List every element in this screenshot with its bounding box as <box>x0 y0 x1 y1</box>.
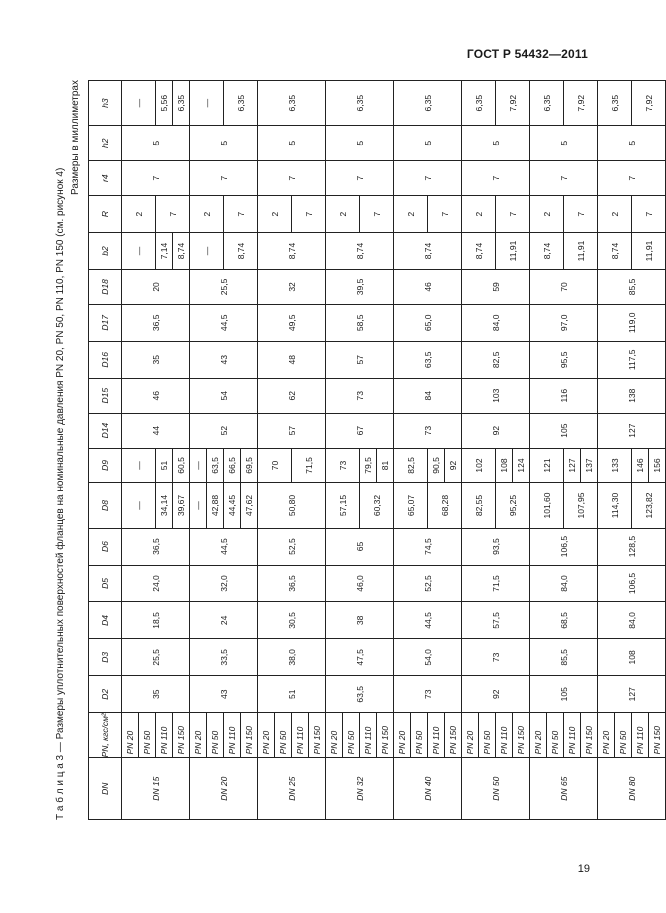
cell-r4: 7 <box>462 161 530 196</box>
cell-dn: DN 65 <box>530 758 598 820</box>
cell-d5: 52,5 <box>394 565 462 602</box>
cell-d9: 127 <box>564 448 581 483</box>
cell-h2: 5 <box>394 126 462 161</box>
cell-r4: 7 <box>530 161 598 196</box>
cell-d8: 50,80 <box>258 483 326 528</box>
cell-d18: 39,5 <box>326 269 394 304</box>
cell-r: 2 <box>326 196 360 233</box>
cell-d3: 47,5 <box>326 639 394 676</box>
cell-h2: 5 <box>598 126 666 161</box>
cell-h3: 6,35 <box>598 81 632 126</box>
cell-d6: 128,5 <box>598 528 666 565</box>
cell-r: 7 <box>428 196 462 233</box>
cell-r: 7 <box>156 196 190 233</box>
cell-r: 2 <box>462 196 496 233</box>
cell-d15: 84 <box>394 378 462 413</box>
cell-d8: 65,07 <box>394 483 428 528</box>
table-row <box>258 81 275 820</box>
cell-r4: 7 <box>122 161 190 196</box>
cell-h3: 7,92 <box>632 81 666 126</box>
cell-d14: 57 <box>258 413 326 448</box>
cell-d16: 117,5 <box>598 341 666 378</box>
column-header: D17 <box>89 304 122 341</box>
cell-d16: 82,5 <box>462 341 530 378</box>
cell-d9: 156 <box>649 448 666 483</box>
cell-d15: 73 <box>326 378 394 413</box>
cell-pn: PN 150 <box>241 713 258 758</box>
cell-d5: 24,0 <box>122 565 190 602</box>
cell-b2: 11,91 <box>632 233 666 270</box>
cell-r: 7 <box>360 196 394 233</box>
cell-h3: — <box>190 81 224 126</box>
cell-d9: 133 <box>598 448 632 483</box>
cell-pn: PN 50 <box>615 713 632 758</box>
cell-h2: 5 <box>190 126 258 161</box>
cell-d15: 62 <box>258 378 326 413</box>
cell-dn: DN 20 <box>190 758 258 820</box>
cell-d3: 33,5 <box>190 639 258 676</box>
column-header: R <box>89 196 122 233</box>
cell-d9: 66,5 <box>224 448 241 483</box>
cell-pn: PN 110 <box>360 713 377 758</box>
table-row <box>462 81 479 820</box>
cell-d3: 54,0 <box>394 639 462 676</box>
column-header: D5 <box>89 565 122 602</box>
column-header: D9 <box>89 448 122 483</box>
cell-pn: PN 150 <box>377 713 394 758</box>
cell-d17: 65,0 <box>394 304 462 341</box>
cell-pn: PN 50 <box>139 713 156 758</box>
flange-dimensions-table <box>88 80 666 820</box>
cell-d8: 34,14 <box>156 483 173 528</box>
cell-r: 7 <box>496 196 530 233</box>
cell-pn: PN 150 <box>173 713 190 758</box>
cell-h2: 5 <box>530 126 598 161</box>
cell-b2: 8,74 <box>224 233 258 270</box>
cell-pn: PN 150 <box>649 713 666 758</box>
cell-d18: 59 <box>462 269 530 304</box>
cell-d6: 52,5 <box>258 528 326 565</box>
cell-d2: 43 <box>190 676 258 713</box>
cell-h3: 6,35 <box>394 81 462 126</box>
page-number: 19 <box>577 863 590 875</box>
cell-d2: 127 <box>598 676 666 713</box>
cell-d5: 71,5 <box>462 565 530 602</box>
cell-pn: PN 110 <box>632 713 649 758</box>
table-body <box>122 81 666 820</box>
cell-d6: 106,5 <box>530 528 598 565</box>
cell-r: 7 <box>224 196 258 233</box>
column-header: D14 <box>89 413 122 448</box>
cell-d15: 138 <box>598 378 666 413</box>
cell-pn: PN 110 <box>156 713 173 758</box>
cell-h3: 6,35 <box>173 81 190 126</box>
cell-h3: 6,35 <box>224 81 258 126</box>
cell-d14: 73 <box>394 413 462 448</box>
cell-pn: PN 150 <box>309 713 326 758</box>
cell-r: 2 <box>258 196 292 233</box>
cell-r: 7 <box>564 196 598 233</box>
cell-b2: 7,14 <box>156 233 173 270</box>
cell-d17: 97,0 <box>530 304 598 341</box>
cell-h2: 5 <box>462 126 530 161</box>
cell-h3: 7,92 <box>496 81 530 126</box>
cell-d4: 84,0 <box>598 602 666 639</box>
cell-d8: — <box>122 483 156 528</box>
cell-d8: 57,15 <box>326 483 360 528</box>
column-header: D2 <box>89 676 122 713</box>
cell-d14: 52 <box>190 413 258 448</box>
cell-d16: 57 <box>326 341 394 378</box>
cell-d9: 146 <box>632 448 649 483</box>
cell-h3: 7,92 <box>564 81 598 126</box>
cell-pn: PN 150 <box>445 713 462 758</box>
cell-r4: 7 <box>258 161 326 196</box>
units-note: Размеры в миллиметрах <box>70 80 81 195</box>
cell-d9: 71,5 <box>292 448 326 483</box>
cell-pn: PN 20 <box>258 713 275 758</box>
cell-d5: 36,5 <box>258 565 326 602</box>
cell-d3: 73 <box>462 639 530 676</box>
cell-pn: PN 50 <box>343 713 360 758</box>
cell-d18: 46 <box>394 269 462 304</box>
cell-r4: 7 <box>326 161 394 196</box>
column-header: D6 <box>89 528 122 565</box>
cell-d9: 69,5 <box>241 448 258 483</box>
cell-d9: 79,5 <box>360 448 377 483</box>
cell-d18: 25,5 <box>190 269 258 304</box>
cell-d17: 44,5 <box>190 304 258 341</box>
cell-d3: 108 <box>598 639 666 676</box>
column-header: b2 <box>89 233 122 270</box>
column-header: D4 <box>89 602 122 639</box>
cell-dn: DN 50 <box>462 758 530 820</box>
cell-h3: 5,56 <box>156 81 173 126</box>
cell-d5: 106,5 <box>598 565 666 602</box>
cell-d9: — <box>122 448 156 483</box>
cell-pn: PN 50 <box>207 713 224 758</box>
cell-d14: 92 <box>462 413 530 448</box>
cell-d6: 44,5 <box>190 528 258 565</box>
cell-d5: 84,0 <box>530 565 598 602</box>
cell-d4: 44,5 <box>394 602 462 639</box>
cell-d8: — <box>190 483 207 528</box>
cell-d9: 63,5 <box>207 448 224 483</box>
document-header: ГОСТ Р 54432—2011 <box>466 47 588 61</box>
cell-b2: 11,91 <box>496 233 530 270</box>
cell-d8: 68,28 <box>428 483 462 528</box>
cell-r4: 7 <box>394 161 462 196</box>
cell-pn: PN 150 <box>513 713 530 758</box>
cell-pn: PN 20 <box>598 713 615 758</box>
cell-b2: 8,74 <box>598 233 632 270</box>
cell-d8: 47,62 <box>241 483 258 528</box>
column-header: D16 <box>89 341 122 378</box>
cell-d17: 119,0 <box>598 304 666 341</box>
cell-d16: 95,5 <box>530 341 598 378</box>
cell-pn: PN 50 <box>479 713 496 758</box>
cell-d4: 30,5 <box>258 602 326 639</box>
cell-pn: PN 50 <box>275 713 292 758</box>
cell-pn: PN 50 <box>411 713 428 758</box>
cell-d2: 73 <box>394 676 462 713</box>
table-header <box>89 81 122 820</box>
column-header: D15 <box>89 378 122 413</box>
column-header: h3 <box>89 81 122 126</box>
cell-r: 2 <box>122 196 156 233</box>
cell-r: 2 <box>530 196 564 233</box>
cell-d18: 32 <box>258 269 326 304</box>
cell-d9: 90,5 <box>428 448 445 483</box>
cell-d2: 92 <box>462 676 530 713</box>
cell-h2: 5 <box>258 126 326 161</box>
cell-pn: PN 110 <box>292 713 309 758</box>
table-caption: Т а б л и ц а 3 — Размеры уплотнительных поверхностей фланцев на номинальные давления PN 20, PN 50, PN 110, PN 150 (см. рисунок 4) <box>55 167 66 820</box>
cell-pn: PN 20 <box>530 713 547 758</box>
cell-d17: 84,0 <box>462 304 530 341</box>
cell-h3: 6,35 <box>326 81 394 126</box>
cell-d8: 107,95 <box>564 483 598 528</box>
cell-r: 7 <box>632 196 666 233</box>
cell-d9: 70 <box>258 448 292 483</box>
cell-pn: PN 110 <box>224 713 241 758</box>
cell-d2: 105 <box>530 676 598 713</box>
cell-d16: 63,5 <box>394 341 462 378</box>
cell-r: 2 <box>190 196 224 233</box>
cell-dn: DN 15 <box>122 758 190 820</box>
cell-pn: PN 20 <box>190 713 207 758</box>
cell-d16: 43 <box>190 341 258 378</box>
cell-d15: 46 <box>122 378 190 413</box>
cell-b2: 8,74 <box>462 233 496 270</box>
cell-d4: 18,5 <box>122 602 190 639</box>
cell-d18: 70 <box>530 269 598 304</box>
cell-d8: 39,67 <box>173 483 190 528</box>
cell-d14: 127 <box>598 413 666 448</box>
cell-pn: PN 20 <box>122 713 139 758</box>
column-header: h2 <box>89 126 122 161</box>
table-row <box>122 81 139 820</box>
cell-d9: 121 <box>530 448 564 483</box>
cell-b2: 11,91 <box>564 233 598 270</box>
cell-d9: 51 <box>156 448 173 483</box>
cell-d8: 82,55 <box>462 483 496 528</box>
column-header: r4 <box>89 161 122 196</box>
cell-r: 2 <box>394 196 428 233</box>
cell-d5: 32,0 <box>190 565 258 602</box>
cell-d8: 42,88 <box>207 483 224 528</box>
cell-d8: 44,45 <box>224 483 241 528</box>
cell-d4: 68,5 <box>530 602 598 639</box>
cell-d9: — <box>190 448 207 483</box>
cell-d16: 35 <box>122 341 190 378</box>
cell-dn: DN 32 <box>326 758 394 820</box>
cell-d8: 101,60 <box>530 483 564 528</box>
cell-d6: 36,5 <box>122 528 190 565</box>
cell-d9: 60,5 <box>173 448 190 483</box>
cell-d8: 114,30 <box>598 483 632 528</box>
cell-d9: 102 <box>462 448 496 483</box>
table-row <box>190 81 207 820</box>
cell-d17: 58,5 <box>326 304 394 341</box>
cell-d4: 57,5 <box>462 602 530 639</box>
cell-d15: 54 <box>190 378 258 413</box>
cell-b2: 8,74 <box>258 233 326 270</box>
cell-d3: 25,5 <box>122 639 190 676</box>
cell-b2: 8,74 <box>326 233 394 270</box>
cell-d8: 95,25 <box>496 483 530 528</box>
cell-d6: 93,5 <box>462 528 530 565</box>
cell-d6: 65 <box>326 528 394 565</box>
cell-d18: 85,5 <box>598 269 666 304</box>
cell-d8: 123,82 <box>632 483 666 528</box>
cell-h3: 6,35 <box>258 81 326 126</box>
cell-d5: 46,0 <box>326 565 394 602</box>
cell-d9: 124 <box>513 448 530 483</box>
cell-d2: 51 <box>258 676 326 713</box>
cell-dn: DN 40 <box>394 758 462 820</box>
cell-h3: — <box>122 81 156 126</box>
cell-d2: 63,5 <box>326 676 394 713</box>
column-header: D18 <box>89 269 122 304</box>
cell-b2: — <box>190 233 224 270</box>
cell-b2: 8,74 <box>394 233 462 270</box>
cell-h3: 6,35 <box>530 81 564 126</box>
cell-h2: 5 <box>122 126 190 161</box>
cell-d15: 103 <box>462 378 530 413</box>
cell-d14: 44 <box>122 413 190 448</box>
cell-d6: 74,5 <box>394 528 462 565</box>
cell-pn: PN 110 <box>564 713 581 758</box>
table-row <box>598 81 615 820</box>
cell-pn: PN 110 <box>496 713 513 758</box>
cell-d15: 116 <box>530 378 598 413</box>
cell-pn: PN 20 <box>462 713 479 758</box>
cell-d9: 108 <box>496 448 513 483</box>
column-header: PN, кгс/см² <box>89 713 122 758</box>
table-row <box>394 81 411 820</box>
cell-d14: 67 <box>326 413 394 448</box>
cell-d9: 81 <box>377 448 394 483</box>
table-row <box>530 81 547 820</box>
rotated-table-block <box>55 80 662 820</box>
cell-d4: 24 <box>190 602 258 639</box>
cell-d17: 49,5 <box>258 304 326 341</box>
cell-dn: DN 25 <box>258 758 326 820</box>
cell-dn: DN 80 <box>598 758 666 820</box>
cell-h2: 5 <box>326 126 394 161</box>
column-header: D3 <box>89 639 122 676</box>
cell-d14: 105 <box>530 413 598 448</box>
cell-d3: 85,5 <box>530 639 598 676</box>
cell-d4: 38 <box>326 602 394 639</box>
cell-pn: PN 20 <box>394 713 411 758</box>
table-row <box>326 81 343 820</box>
cell-pn: PN 20 <box>326 713 343 758</box>
cell-d9: 137 <box>581 448 598 483</box>
column-header: D8 <box>89 483 122 528</box>
cell-r: 7 <box>292 196 326 233</box>
cell-pn: PN 150 <box>581 713 598 758</box>
cell-d16: 48 <box>258 341 326 378</box>
cell-d17: 36,5 <box>122 304 190 341</box>
column-header: DN <box>89 758 122 820</box>
cell-pn: PN 110 <box>428 713 445 758</box>
cell-d2: 35 <box>122 676 190 713</box>
cell-d8: 60,32 <box>360 483 394 528</box>
cell-d18: 20 <box>122 269 190 304</box>
cell-pn: PN 50 <box>547 713 564 758</box>
cell-r: 2 <box>598 196 632 233</box>
cell-d9: 82,5 <box>394 448 428 483</box>
cell-d9: 92 <box>445 448 462 483</box>
cell-d9: 73 <box>326 448 360 483</box>
cell-r4: 7 <box>598 161 666 196</box>
cell-h3: 6,35 <box>462 81 496 126</box>
cell-b2: 8,74 <box>173 233 190 270</box>
cell-b2: — <box>122 233 156 270</box>
cell-r4: 7 <box>190 161 258 196</box>
cell-b2: 8,74 <box>530 233 564 270</box>
cell-d3: 38,0 <box>258 639 326 676</box>
